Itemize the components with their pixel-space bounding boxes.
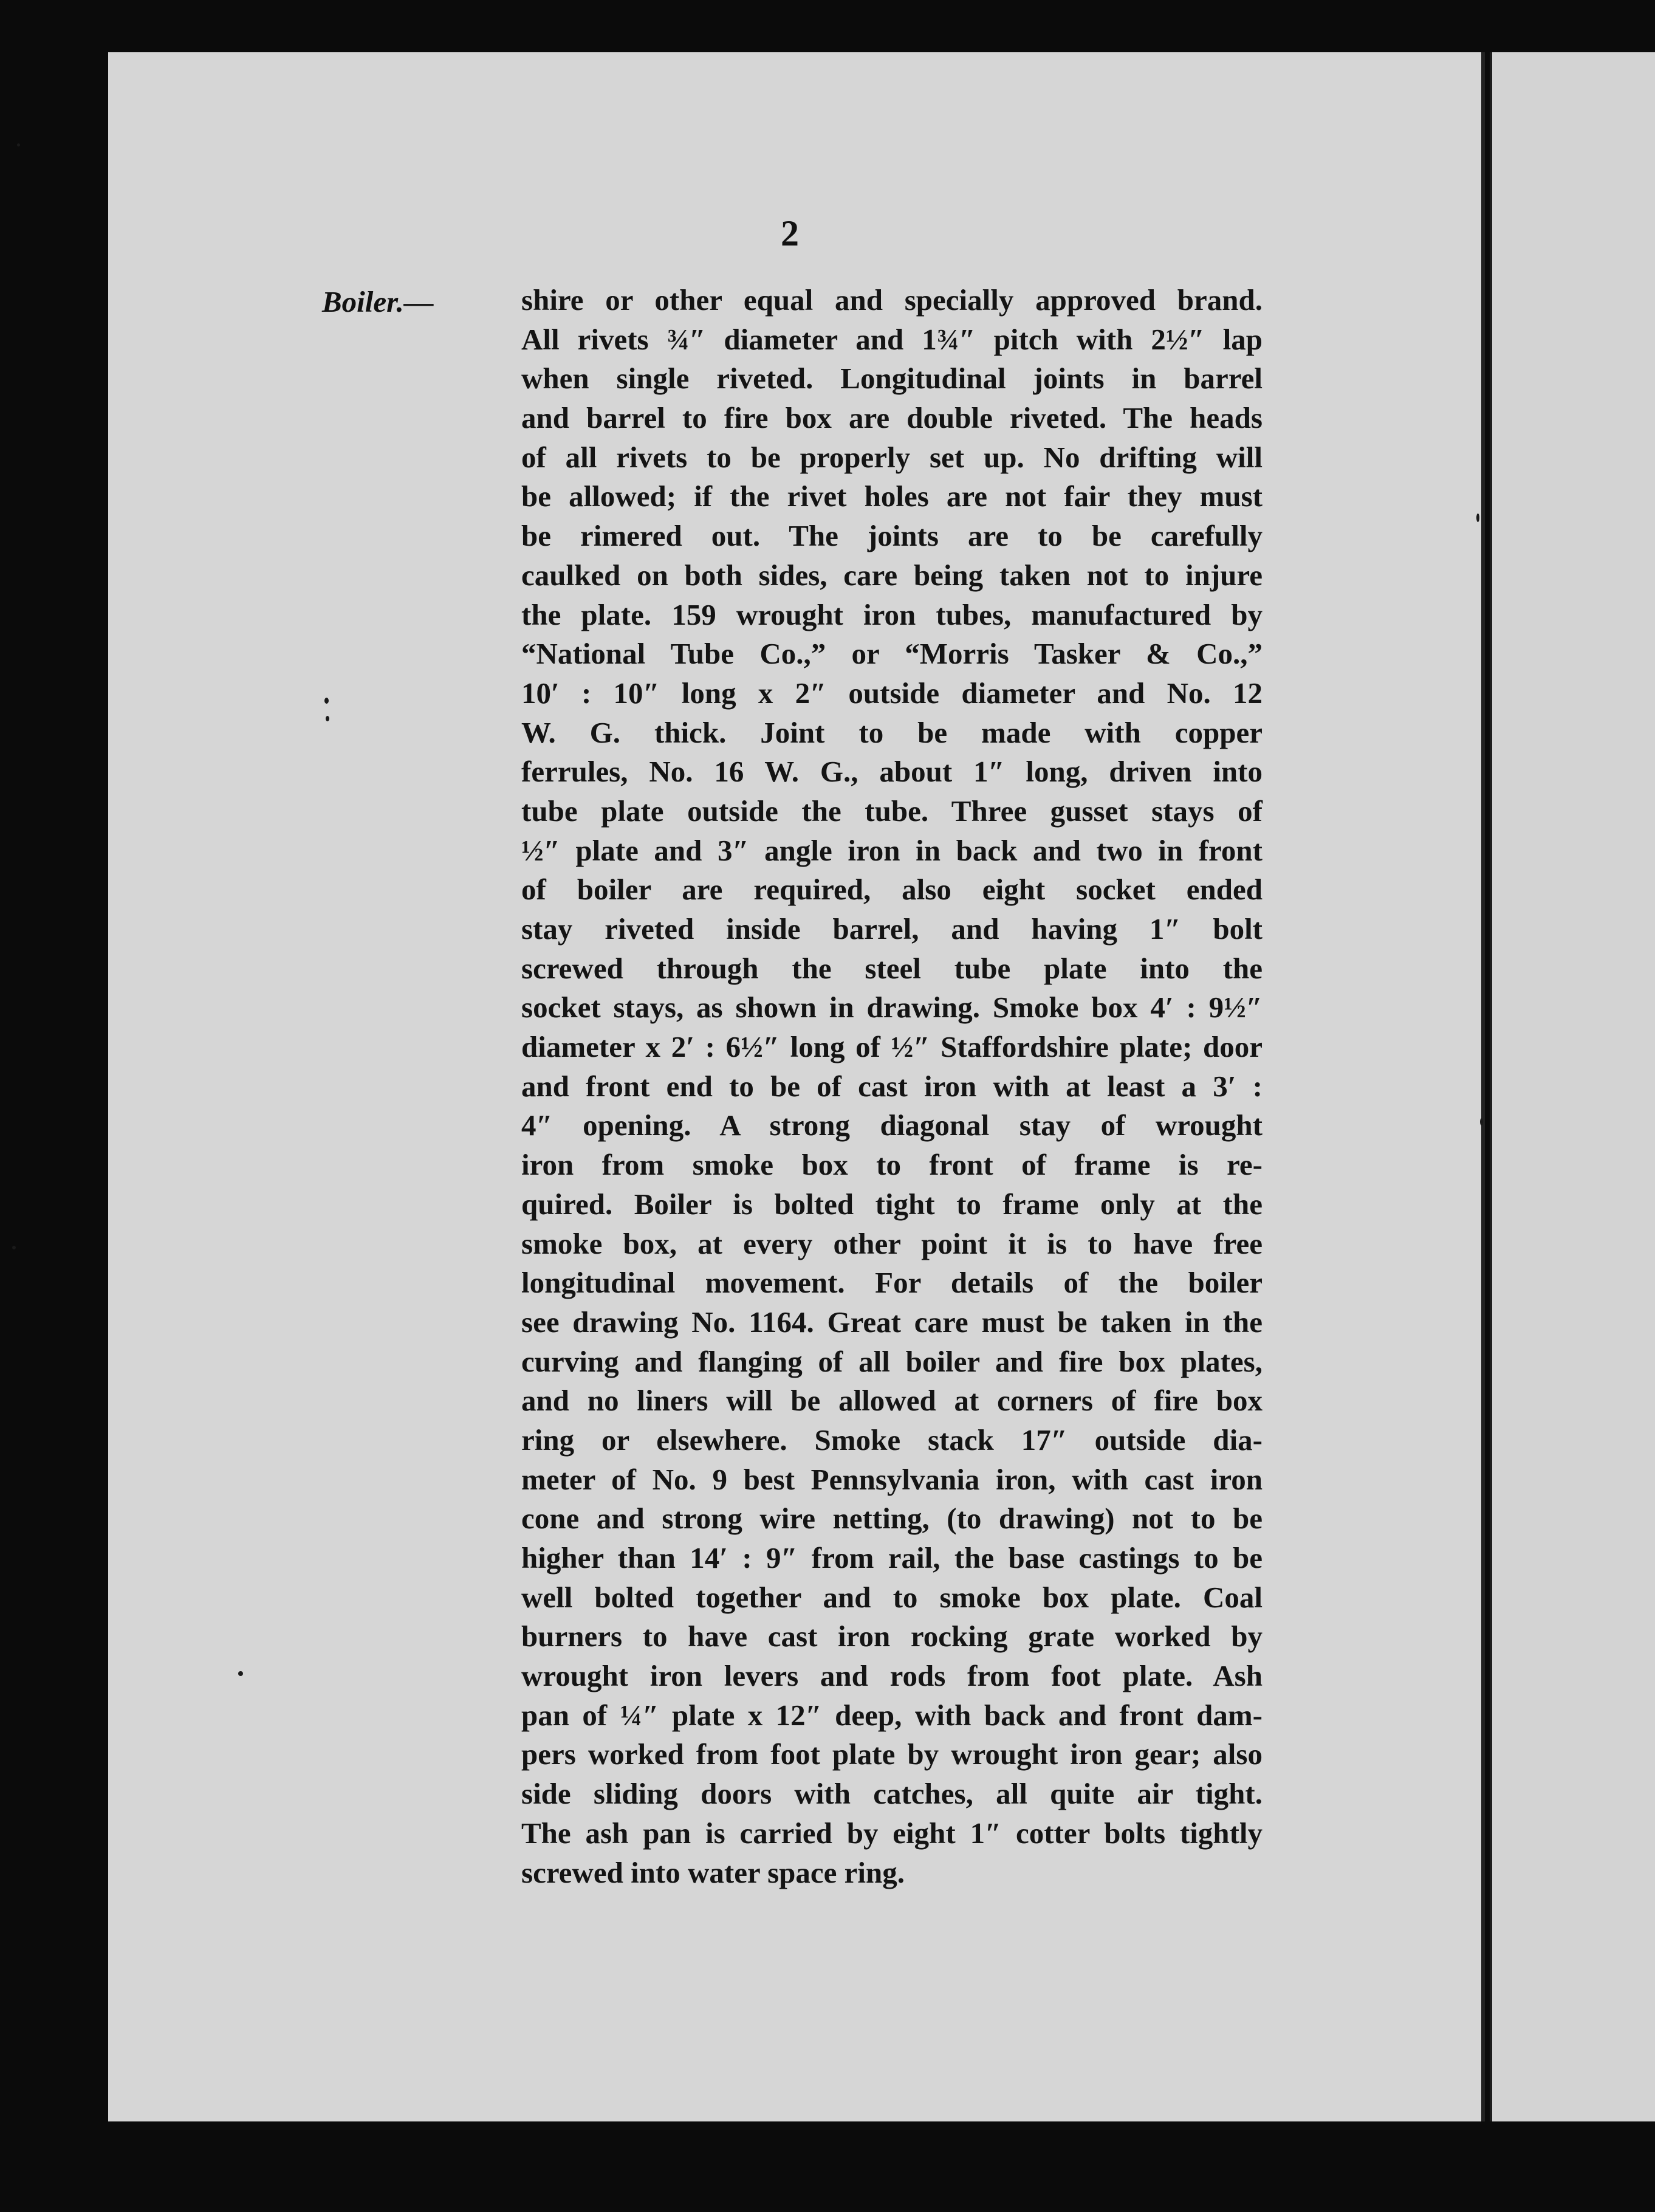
text-line: the plate. 159 wrought iron tubes, manufactured by bbox=[521, 597, 1263, 631]
scan-speck bbox=[1480, 1118, 1483, 1125]
scan-speck bbox=[238, 1671, 243, 1676]
text-line: see drawing No. 1164. Great care must be taken in the bbox=[521, 1305, 1263, 1339]
text-line: burners to have cast iron rocking grate worked by bbox=[521, 1619, 1263, 1654]
text-line: The ash pan is carried by eight 1″ cotter bolts tightly bbox=[521, 1816, 1263, 1850]
text-line: All rivets ¾″ diameter and 1¾″ pitch with 2½″ lap bbox=[521, 322, 1263, 356]
text-line: pers worked from foot plate by wrought iron gear; also bbox=[521, 1737, 1263, 1771]
text-line: pan of ¼″ plate x 12″ deep, with back and front dam- bbox=[521, 1698, 1263, 1732]
text-line: meter of No. 9 best Pennsylvania iron, with cast iron bbox=[521, 1462, 1263, 1496]
section-heading-boiler: Boiler.— bbox=[322, 285, 434, 318]
text-line: higher than 14′ : 9″ from rail, the base castings to be bbox=[521, 1541, 1263, 1575]
text-line: when single riveted. Longitudinal joints in barrel bbox=[521, 362, 1263, 396]
text-line: diameter x 2′ : 6½″ long of ½″ Staffordshire plate; door bbox=[521, 1030, 1263, 1064]
text-line: cone and strong wire netting, (to drawing) not to be bbox=[521, 1502, 1263, 1536]
text-line: “National Tube Co.,” or “Morris Tasker & Co.,” bbox=[521, 637, 1263, 671]
text-line: 10′ : 10″ long x 2″ outside diameter and No. 12 bbox=[521, 676, 1263, 710]
text-line: screwed through the steel tube plate into the bbox=[521, 951, 1263, 985]
text-line: and front end to be of cast iron with at least a 3′ : bbox=[521, 1069, 1263, 1103]
scan-speck bbox=[1476, 514, 1479, 522]
scan-speck bbox=[326, 716, 329, 721]
text-line: side sliding doors with catches, all quite air tight. bbox=[521, 1777, 1263, 1811]
text-line: well bolted together and to smoke box plate. Coal bbox=[521, 1580, 1263, 1614]
text-line: stay riveted inside barrel, and having 1″ bolt bbox=[521, 912, 1263, 946]
text-line: of boiler are required, also eight socket ended bbox=[521, 873, 1263, 907]
text-line: shire or other equal and specially approved brand. bbox=[521, 283, 1263, 317]
text-line: smoke box, at every other point it is to have free bbox=[521, 1226, 1263, 1260]
text-line: and no liners will be allowed at corners of fire box bbox=[521, 1384, 1263, 1418]
scan-speck bbox=[17, 143, 20, 146]
text-line: ½″ plate and 3″ angle iron in back and two in front bbox=[521, 833, 1263, 867]
text-line: ring or elsewhere. Smoke stack 17″ outside dia- bbox=[521, 1423, 1263, 1457]
scan-speck bbox=[12, 1246, 16, 1249]
text-line: ferrules, No. 16 W. G., about 1″ long, driven into bbox=[521, 755, 1263, 789]
text-line: quired. Boiler is bolted tight to frame only at the bbox=[521, 1187, 1263, 1221]
text-line: curving and flanging of all boiler and fire box plates, bbox=[521, 1344, 1263, 1378]
text-line: socket stays, as shown in drawing. Smoke box 4′ : 9½″ bbox=[521, 991, 1263, 1025]
text-line: tube plate outside the tube. Three gusset stays of bbox=[521, 794, 1263, 828]
text-line: caulked on both sides, care being taken not to injure bbox=[521, 558, 1263, 592]
text-line: wrought iron levers and rods from foot plate. Ash bbox=[521, 1659, 1263, 1693]
text-line: be rimered out. The joints are to be carefully bbox=[521, 519, 1263, 553]
text-line: of all rivets to be properly set up. No drifting will bbox=[521, 440, 1263, 474]
text-line: longitudinal movement. For details of the boiler bbox=[521, 1266, 1263, 1300]
text-line: screwed into water space ring. bbox=[521, 1855, 905, 1889]
text-line: iron from smoke box to front of frame is re- bbox=[521, 1148, 1263, 1182]
text-line: 4″ opening. A strong diagonal stay of wrought bbox=[521, 1108, 1263, 1142]
body-paragraph bbox=[521, 281, 1263, 1892]
page-number: 2 bbox=[781, 213, 799, 253]
text-line: be allowed; if the rivet holes are not fair they must bbox=[521, 479, 1263, 514]
text-line: W. G. thick. Joint to be made with copper bbox=[521, 715, 1263, 749]
scan-speck bbox=[324, 698, 329, 704]
adjacent-page-edge bbox=[1490, 52, 1655, 2121]
text-line: and barrel to fire box are double riveted. The heads bbox=[521, 401, 1263, 435]
